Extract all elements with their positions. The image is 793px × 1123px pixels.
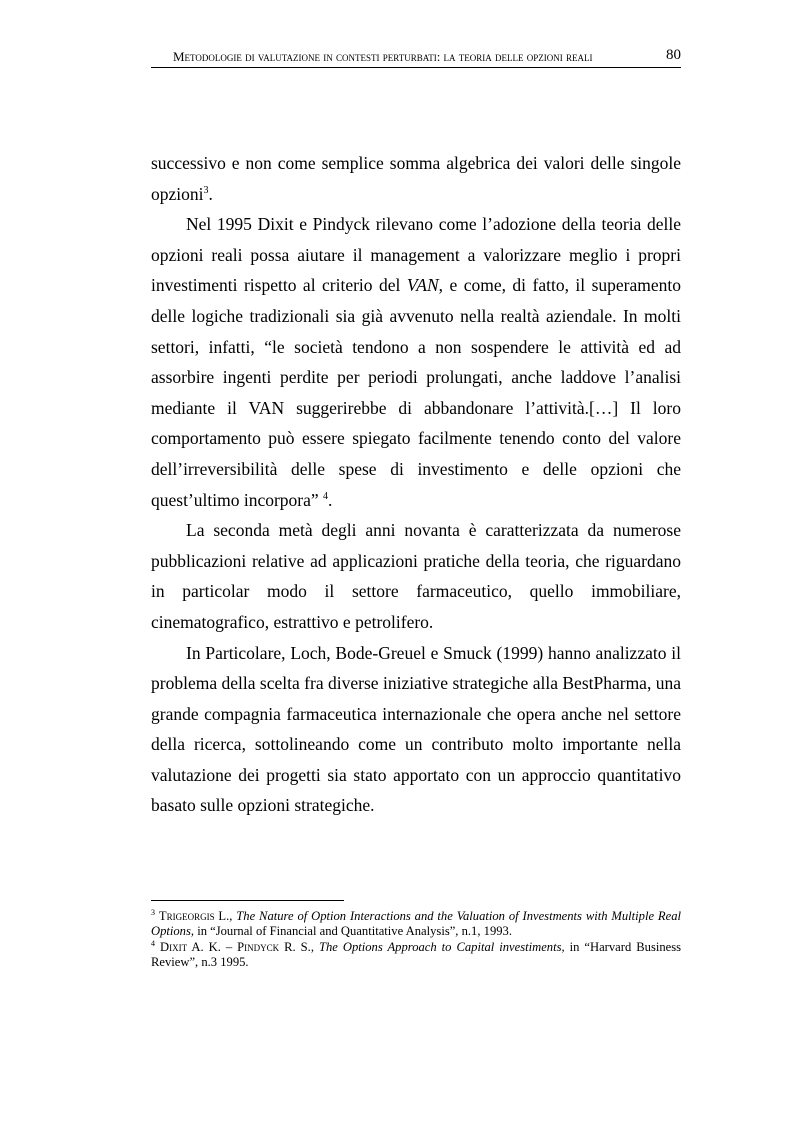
header-title: Metodologie di valutazione in contesti perturbati: la teoria delle opzioni reali: [173, 49, 593, 64]
header-rule: [151, 67, 681, 68]
footnote-3-rest: in “Journal of Financial and Quantitative Analysis”, n.1, 1993.: [194, 924, 512, 939]
paragraph-2-text-a: Nel 1995 Dixit e Pindyck rilevano come l’adozione della teoria delle opzioni reali possa aiutare il management a valorizzare meglio i propri investimenti rispetto al criterio del: [151, 214, 681, 296]
footnote-3: [151, 909, 681, 940]
footnote-4-author-a: Dixit A. K.: [160, 939, 221, 954]
footnote-separator: [151, 900, 344, 901]
footnote-4-dash: –: [220, 939, 238, 954]
footnote-ref-3: 3: [203, 184, 209, 196]
paragraph-1: [151, 148, 681, 209]
van-emphasis: VAN: [406, 275, 439, 296]
footnote-4-number: 4: [151, 938, 155, 948]
footnote-3-sep: ,: [229, 909, 237, 923]
footnote-4-rest: in “Harvard Business Review”, n.3 1995.: [151, 939, 682, 970]
footnotes: [151, 909, 681, 971]
footnote-4-sep: ,: [310, 939, 319, 954]
paragraph-4: In Particolare, Loch, Bode-Greuel e Smuck (1999) hanno analizzato il problema della scelta fra diverse iniziative strategiche alla BestPharma, una grande compagnia farmaceutica internazionale che opera anche nel settore della ricerca, sottolineando come un contributo molto importante nella valutazione dei progetti sia stato apportato con un approccio quantitativo basato sulle opzioni strategiche.: [151, 642, 681, 816]
paragraph-2-text-b: , e come, di fatto, il superamento delle logiche tradizionali sia già avvenuto nella realtà aziendale. In molti settori, infatti, “le società tendono a non sospendere le attività ed ad assorbire ingenti perdite per periodi prolungati, anche laddove l’analisi mediante il VAN suggerirebbe di abbandonare l’attività.[…] Il loro comportamento può essere spiegato facilmente tenendo conto del valore dell’irreversibilità delle spese di investimento e delle opzioni che quest’ultimo incorpora”: [151, 275, 682, 510]
footnote-ref-4: 4: [323, 490, 329, 502]
footnote-4-author-b: Pindyck R. S.: [237, 939, 311, 954]
paragraph-2: [151, 209, 681, 515]
paragraph-1-text: successivo e non come semplice somma algebrica dei valori delle singole opzioni: [151, 153, 681, 204]
footnote-4-title: The Options Approach to Capital investiments,: [318, 939, 565, 954]
page-number: 80: [666, 47, 681, 63]
body-text: [151, 148, 681, 821]
paragraph-2-end: .: [328, 489, 333, 510]
running-header: [151, 47, 681, 67]
footnote-4: [151, 940, 681, 971]
paragraph-3: La seconda metà degli anni novanta è caratterizzata da numerose pubblicazioni relative ad applicazioni pratiche della teoria, che riguardano in particolar modo il settore farmaceutico, quello immobiliare, cinematografico, estrattivo e petrolifero.: [151, 520, 681, 632]
footnote-3-author: Trigeorgis L.: [158, 909, 230, 923]
paragraph-1-end: .: [208, 183, 213, 204]
footnote-3-number: 3: [151, 908, 155, 917]
footnote-3-title: The Nature of Option Interactions and the Valuation of Investments with Multiple Real Options,: [151, 909, 681, 939]
